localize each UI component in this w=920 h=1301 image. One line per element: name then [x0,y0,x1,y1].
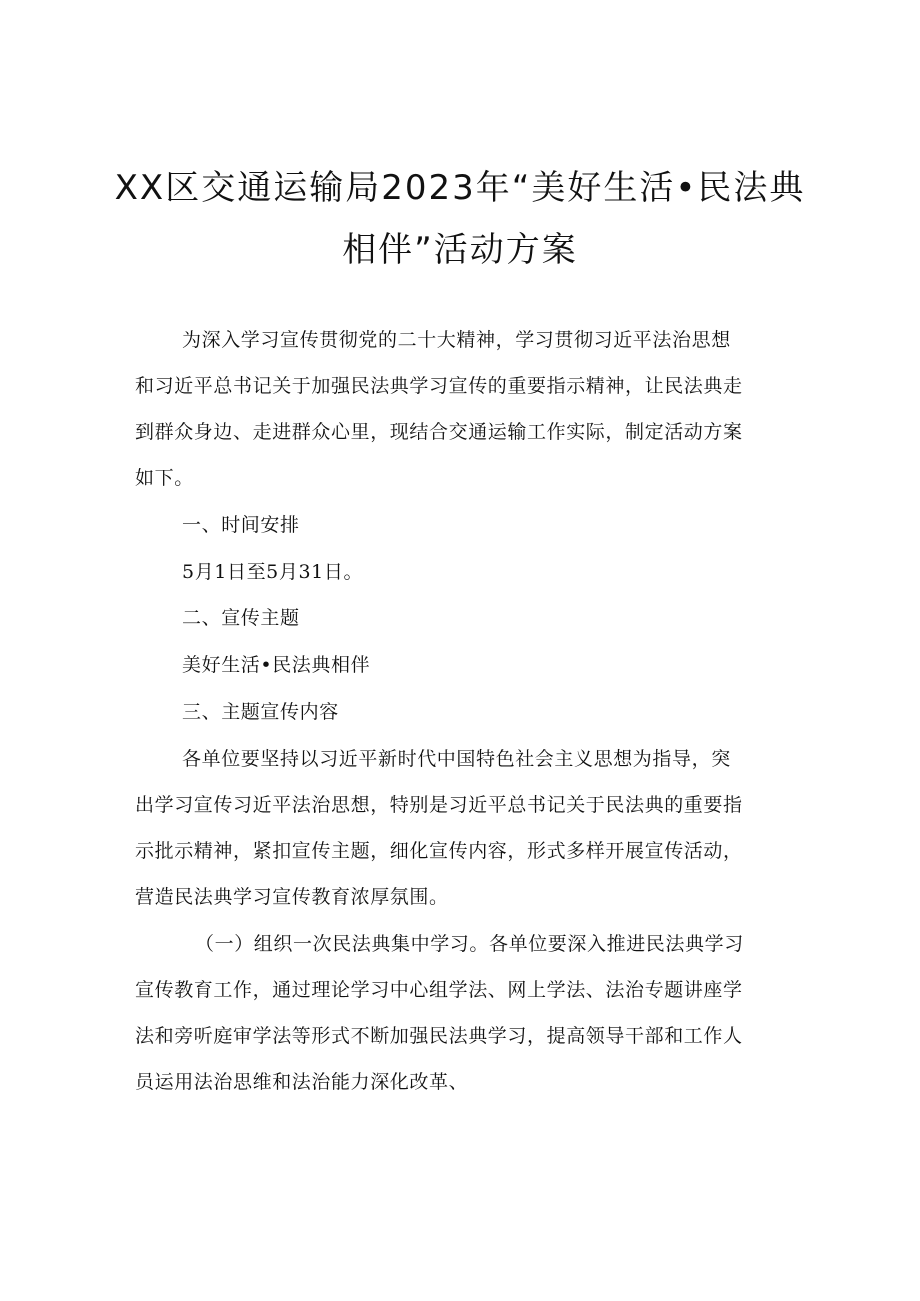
section-3-heading: 三、主题宣传内容 [182,701,339,723]
section-3-body-line-4: 营造民法典学习宣传教育浓厚氛围。 [135,886,449,908]
section-1-heading: 一、时间安排 [182,514,300,536]
item-1-line-3: 法和旁听庭审学法等形式不断加强民法典学习，提高领导干部和工作人 [135,1025,743,1047]
intro-line-2: 和习近平总书记关于加强民法典学习宣传的重要指示精神，让民法典走 [135,375,743,397]
section-3-body-line-1: 各单位要坚持以习近平新时代中国特色社会主义思想为指导，突 [182,748,731,770]
intro-line-4: 如下。 [135,467,194,489]
section-2-body: 美好生活•民法典相伴 [182,654,371,676]
item-1-line-4: 员运用法治思维和法治能力深化改革、 [135,1071,469,1093]
item-1-line-1: （一）组织一次民法典集中学习。各单位要深入推进民法典学习 [195,933,744,955]
section-1-body: 5月1日至5月31日。 [182,561,364,583]
section-2-heading: 二、宣传主题 [182,607,300,629]
intro-line-3: 到群众身边、走进群众心里，现结合交通运输工作实际，制定活动方案 [135,421,743,443]
document-title-line-2: 相伴”活动方案 [342,230,578,270]
item-1-line-2: 宣传教育工作，通过理论学习中心组学法、网上学法、法治专题讲座学 [135,979,743,1001]
section-3-body-line-3: 示批示精神，紧扣宣传主题，细化宣传内容，形式多样开展宣传活动， [135,840,743,862]
intro-line-1: 为深入学习宣传贯彻党的二十大精神，学习贯彻习近平法治思想 [182,329,731,351]
section-3-body-line-2: 出学习宣传习近平法治思想，特别是习近平总书记关于民法典的重要指 [135,794,743,816]
document-title-line-1: XX区交通运输局2023年“美好生活•民法典 [114,168,806,208]
